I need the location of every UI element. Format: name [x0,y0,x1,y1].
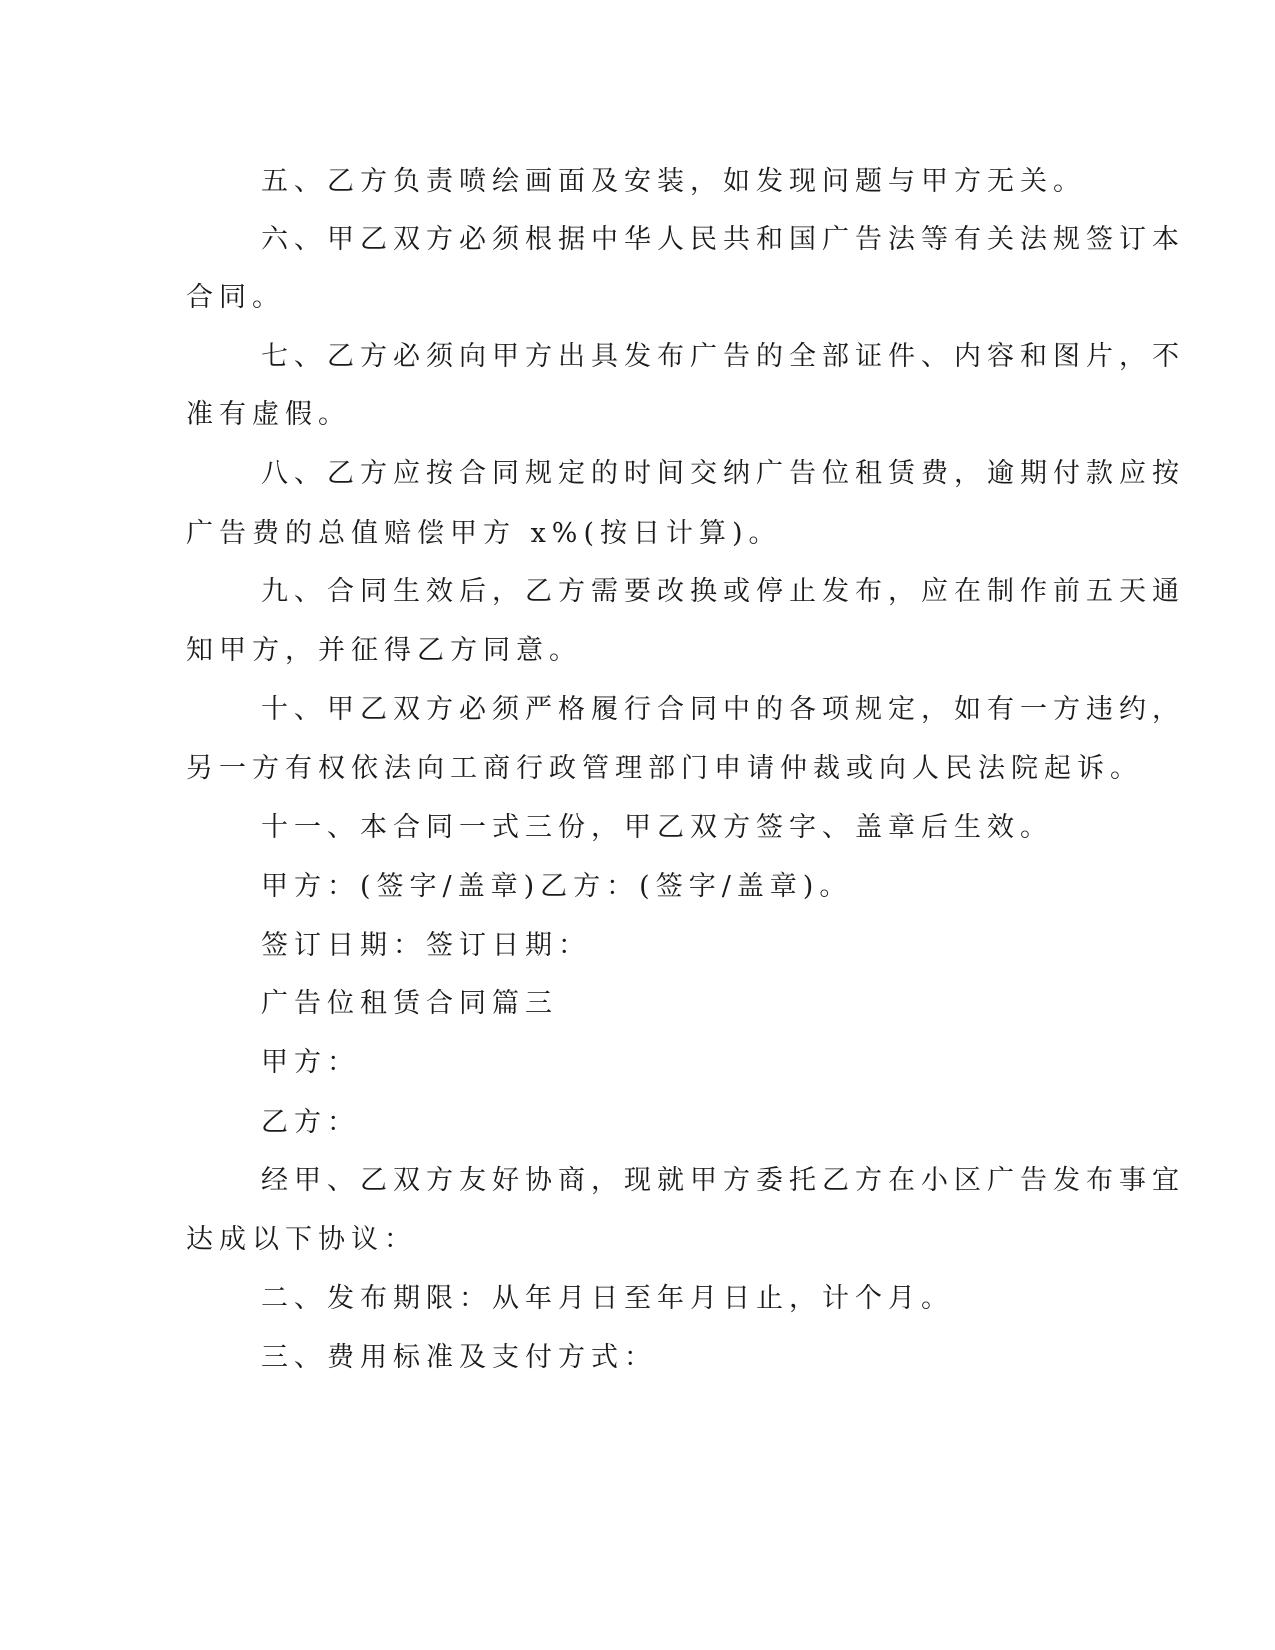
clause-five: 五、乙方负责喷绘画面及安装，如发现问题与甲方无关。 [261,166,1086,197]
clause-ten-continued: 另一方有权依法向工商行政管理部门申请仲裁或向人民法院起诉。 [186,753,1143,784]
section-heading: 广告位租赁合同篇三 [261,988,558,1019]
clause-eleven: 十一、本合同一式三份，甲乙双方签字、盖章后生效。 [261,812,1053,843]
clause-six: 六、甲乙双方必须根据中华人民共和国广告法等有关法规签订本 [261,224,1185,255]
clause-eight: 八、乙方应按合同规定的时间交纳广告位租赁费，逾期付款应按 [261,458,1185,489]
agreement-intro: 经甲、乙双方友好协商，现就甲方委托乙方在小区广告发布事宜 [261,1165,1185,1196]
clause-eight-continued: 广告费的总值赔偿甲方 x%(按日计算)。 [186,518,782,549]
clause-nine-continued: 知甲方，并征得乙方同意。 [186,635,582,666]
signing-date-line: 签订日期：签订日期： [261,930,591,961]
clause-ten: 十、甲乙双方必须严格履行合同中的各项规定，如有一方违约， [261,694,1185,725]
term-clause: 二、发布期限：从年月日至年月日止，计个月。 [261,1283,954,1314]
clause-nine: 九、合同生效后，乙方需要改换或停止发布，应在制作前五天通 [261,576,1185,607]
signature-line: 甲方：(签字/盖章)乙方：(签字/盖章)。 [261,871,853,902]
clause-six-continued: 合同。 [186,282,285,313]
party-b-line: 乙方： [261,1107,360,1138]
fee-clause: 三、费用标准及支付方式： [261,1342,657,1373]
clause-seven: 七、乙方必须向甲方出具发布广告的全部证件、内容和图片，不 [261,341,1185,372]
clause-seven-continued: 准有虚假。 [186,399,351,430]
agreement-intro-continued: 达成以下协议： [186,1224,417,1255]
party-a-line: 甲方： [261,1047,360,1078]
